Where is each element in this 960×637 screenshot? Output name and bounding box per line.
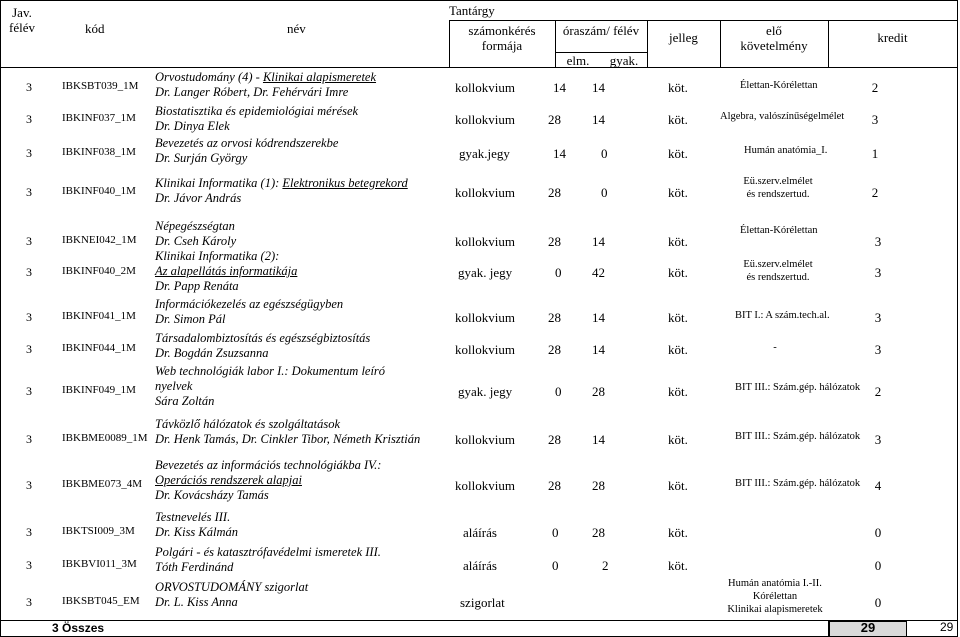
course-subtitle: Operációs rendszerek alapjai [155, 473, 302, 487]
semester-cell: 3 [26, 558, 32, 572]
footer-total-outside: 29 [940, 620, 954, 634]
credit-value: 3 [874, 432, 882, 447]
course-title-text: Bevezetés az orvosi kódrendszerekbe [155, 136, 339, 150]
course-type: köt. [668, 558, 688, 573]
course-type: köt. [668, 432, 688, 447]
lecturer-name: Dr. Bogdán Zsuzsanna [155, 346, 269, 360]
exam-form: gyak. jegy [458, 384, 513, 399]
semester-cell: 3 [26, 525, 32, 539]
course-type: köt. [668, 80, 688, 95]
exam-form: kollokvium [455, 185, 515, 200]
course-title [155, 417, 340, 432]
semester-cell: 3 [26, 146, 32, 160]
exam-form: kollokvium [455, 112, 515, 127]
lecture-hours: 14 [553, 80, 566, 95]
semester-cell: 3 [26, 595, 32, 609]
course-type: köt. [668, 146, 688, 161]
semester-cell: 3 [26, 310, 32, 324]
course-title [155, 458, 381, 473]
credit-value: 3 [874, 265, 882, 280]
prerequisite: Élettan-Kórélettan [740, 80, 818, 91]
course-code: IBKBME073_4M [62, 478, 143, 490]
header-prerequisite: elő követelmény [740, 23, 808, 53]
course-subtitle: Elektronikus betegrekord [282, 176, 408, 190]
header-code: kód [85, 21, 105, 36]
semester-cell: 3 [26, 478, 32, 492]
prerequisite: Élettan-Kórélettan [740, 225, 818, 236]
course-title-text: Orvostudomány (4) - [155, 70, 263, 84]
practice-hours: 28 [592, 525, 605, 540]
exam-form: kollokvium [455, 80, 515, 95]
prerequisite: BIT III.: Szám.gép. hálózatok [735, 478, 861, 489]
course-title-text: Web technológiák labor I.: Dokumentum leíró [155, 364, 386, 378]
lecture-hours: 0 [555, 384, 562, 399]
course-title-text: Testnevelés III. [155, 510, 231, 524]
course-code: IBKINF041_1M [62, 310, 136, 322]
lecture-hours: 14 [553, 146, 566, 161]
exam-form: gyak.jegy [459, 146, 510, 161]
course-title-text: Klinikai Informatika (2): [155, 249, 280, 263]
footer-total-credits: 29 [860, 620, 876, 635]
lecture-hours: 0 [552, 525, 559, 540]
lecture-hours: 28 [548, 310, 561, 325]
course-title [155, 364, 385, 379]
prerequisite: BIT I.: A szám.tech.al. [735, 310, 830, 321]
course-title [155, 331, 370, 346]
prerequisite: Humán anatómia_I. [744, 145, 828, 156]
lecturer-name: Dr. Dinya Elek [155, 119, 230, 133]
prerequisite: BIT III.: Szám.gép. hálózatok [735, 382, 861, 393]
course-title-text: Klinikai Informatika (1): [155, 176, 283, 190]
course-title-text: ORVOSTUDOMÁNY szigorlat [155, 580, 309, 594]
lecturer-name: Dr. Simon Pál [155, 312, 226, 326]
credit-value: 3 [874, 342, 882, 357]
credit-value: 2 [871, 80, 879, 95]
table-border-right [957, 0, 958, 637]
course-type: köt. [668, 234, 688, 249]
lecturer-name: Dr. Cseh Károly [155, 234, 237, 248]
header-hours: óraszám/ félév [562, 23, 640, 38]
course-type: köt. [668, 525, 688, 540]
header-bottom-rule [0, 67, 957, 68]
semester-cell: 3 [26, 112, 32, 126]
credit-value: 0 [874, 558, 882, 573]
course-title-text: Népegészségtan [155, 219, 235, 233]
lecture-hours: 0 [555, 265, 562, 280]
credit-value: 2 [871, 185, 879, 200]
exam-form: kollokvium [455, 478, 515, 493]
course-code: IBKNEI042_1M [62, 234, 137, 246]
course-code: IBKINF044_1M [62, 342, 136, 354]
course-code: IBKINF049_1M [62, 384, 136, 396]
course-title [155, 580, 308, 595]
semester-cell: 3 [26, 185, 32, 199]
prerequisite: Algebra, valószínűségelmélet [720, 111, 845, 122]
header-exam-form: számonkérés formája [468, 23, 536, 53]
header-lecture: elm. [566, 53, 590, 68]
course-code: IBKINF040_1M [62, 185, 136, 197]
lecture-hours: 0 [552, 558, 559, 573]
course-type: köt. [668, 112, 688, 127]
lecturer-name: Sára Zoltán [155, 394, 215, 408]
course-type: köt. [668, 478, 688, 493]
credit-value: 1 [871, 146, 879, 161]
prerequisite: BIT III.: Szám.gép. hálózatok [735, 431, 861, 442]
credit-value: 4 [874, 478, 882, 493]
footer-total-label: 3 Összes [52, 621, 105, 635]
course-title-text: Bevezetés az információs technológiákba IV.: [155, 458, 382, 472]
header-credit: kredit [877, 30, 908, 45]
course-code: IBKINF038_1M [62, 146, 136, 158]
course-title [155, 249, 279, 264]
course-title [155, 104, 358, 119]
prerequisite: - [773, 342, 777, 353]
course-title-cont: nyelvek [155, 379, 193, 393]
course-code: IBKINF037_1M [62, 112, 136, 124]
lecturer-name: Tóth Ferdinánd [155, 560, 234, 574]
prerequisite: Eü.szerv.elmélet és rendszertud. [743, 259, 813, 283]
course-title-text: Biostatisztika és epidemiológiai mérések [155, 104, 359, 118]
course-type: köt. [668, 384, 688, 399]
exam-form: gyak. jegy [458, 265, 513, 280]
semester-cell: 3 [26, 234, 32, 248]
lecturer-name: Dr. Kovácsházy Tamás [155, 488, 269, 502]
semester-cell: 3 [26, 432, 32, 446]
lecturer-name: Dr. Jávor András [155, 191, 242, 205]
course-title [155, 136, 338, 151]
exam-form: kollokvium [455, 432, 515, 447]
table-border-top [0, 0, 957, 1]
lecturer-name: Dr. Kiss Kálmán [155, 525, 239, 539]
course-title [155, 545, 381, 560]
course-title [155, 176, 408, 191]
course-code: IBKSBT039_1M [62, 80, 139, 92]
lecturer-name: Dr. Henk Tamás, Dr. Cinkler Tibor, Németh Krisztián [155, 432, 421, 446]
course-title [155, 510, 230, 525]
lecture-hours: 28 [548, 185, 561, 200]
header-practice: gyak. [609, 53, 639, 68]
credit-value: 0 [874, 595, 882, 610]
practice-hours: 14 [592, 310, 605, 325]
exam-form: kollokvium [455, 234, 515, 249]
course-title [155, 219, 235, 234]
header-rule [449, 20, 957, 21]
prerequisite: Humán anatómia I.-II. Kórélettan Klinikai alapismeretek [727, 578, 823, 615]
lecture-hours: 28 [548, 234, 561, 249]
course-type: köt. [668, 185, 688, 200]
exam-form: kollokvium [455, 342, 515, 357]
course-title [155, 297, 343, 312]
practice-hours: 42 [592, 265, 605, 280]
course-title-text: Társadalombiztosítás és egészségbiztosítás [155, 331, 371, 345]
lecture-hours: 28 [548, 342, 561, 357]
header-semester: Jav. félév [9, 5, 35, 35]
lecturer-name: Dr. Papp Renáta [155, 279, 239, 293]
course-type: köt. [668, 310, 688, 325]
lecturer-name: Dr. Surján György [155, 151, 248, 165]
exam-form: aláírás [463, 558, 497, 573]
practice-hours: 28 [592, 478, 605, 493]
practice-hours: 2 [602, 558, 609, 573]
course-code: IBKSBT045_EM [62, 595, 140, 607]
table-border-left [0, 0, 1, 637]
course-subtitle: Az alapellátás informatikája [155, 264, 298, 278]
course-subtitle: Klinikai alapismeretek [262, 70, 377, 84]
practice-hours: 14 [592, 80, 605, 95]
semester-cell: 3 [26, 265, 32, 279]
credit-value: 2 [874, 384, 882, 399]
course-code: IBKINF040_2M [62, 265, 136, 277]
lecturer-name: Dr. L. Kiss Anna [155, 595, 238, 609]
practice-hours: 0 [601, 185, 608, 200]
semester-cell: 3 [26, 384, 32, 398]
course-title [155, 70, 376, 85]
course-title-text: Polgári - és katasztrófavédelmi ismeretek III. [155, 545, 381, 559]
exam-form: szigorlat [460, 595, 505, 610]
lecture-hours: 28 [548, 432, 561, 447]
prerequisite: Eü.szerv.elmélet és rendszertud. [743, 176, 813, 200]
lecture-hours: 28 [548, 478, 561, 493]
course-code: IBKBVI011_3M [62, 558, 137, 570]
header-name: név [287, 21, 306, 36]
semester-cell: 3 [26, 342, 32, 356]
semester-cell: 3 [26, 80, 32, 94]
practice-hours: 14 [592, 432, 605, 447]
credit-value: 3 [871, 112, 879, 127]
course-code: IBKBME0089_1M [62, 432, 148, 444]
lecturer-name: Dr. Langer Róbert, Dr. Fehérvári Imre [155, 85, 349, 99]
footer-top-rule [0, 620, 957, 621]
practice-hours: 14 [592, 234, 605, 249]
course-code: IBKTSI009_3M [62, 525, 135, 537]
credit-value: 3 [874, 234, 882, 249]
practice-hours: 14 [592, 112, 605, 127]
course-title-text: Távközlő hálózatok és szolgáltatások [155, 417, 341, 431]
course-title-text: Információkezelés az egészségügyben [155, 297, 344, 311]
lecture-hours: 28 [548, 112, 561, 127]
credit-value: 0 [874, 525, 882, 540]
exam-form: aláírás [463, 525, 497, 540]
course-type: köt. [668, 342, 688, 357]
practice-hours: 0 [601, 146, 608, 161]
course-type: köt. [668, 265, 688, 280]
exam-form: kollokvium [455, 310, 515, 325]
credit-value: 3 [874, 310, 882, 325]
practice-hours: 28 [592, 384, 605, 399]
practice-hours: 14 [592, 342, 605, 357]
header-type: jelleg [669, 30, 698, 45]
